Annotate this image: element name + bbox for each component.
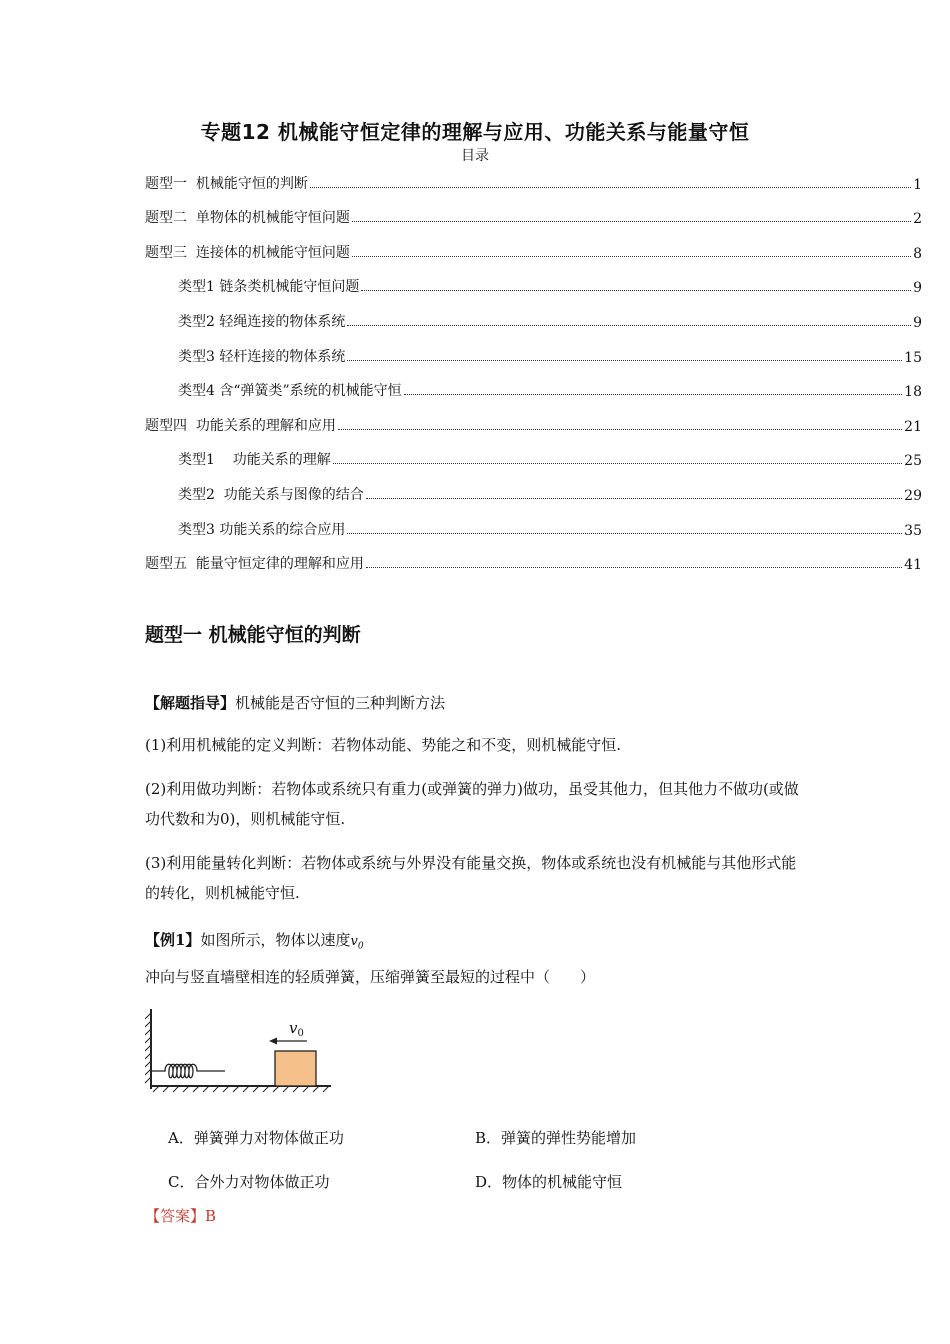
spring-block-figure xyxy=(145,1003,345,1095)
answer-options xyxy=(168,1115,808,1203)
toc-entry-page: 1 xyxy=(913,176,922,193)
example-1-question xyxy=(145,925,810,992)
toc-entry-label: 类型3 轻杆连接的物体系统 xyxy=(178,348,346,365)
toc-entry-label: 类型2 轻绳连接的物体系统 xyxy=(178,313,346,330)
guide-paragraph xyxy=(145,688,810,718)
block xyxy=(275,1051,316,1086)
toc-entry-page: 9 xyxy=(913,314,922,331)
toc-entry-label: 题型五 能量守恒定律的理解和应用 xyxy=(145,556,364,573)
toc-entry-label: 题型一 机械能守恒的判断 xyxy=(145,175,308,192)
toc-entry-label: 类型1 链条类机械能守恒问题 xyxy=(178,279,360,296)
method-2: (2)利用做功判断：若物体或系统只有重力(或弹簧的弹力)做功，虽受其他力，但其他力不做功(或做功代数和为0)，则机械能守恒. xyxy=(145,780,799,828)
toc-entry-page: 8 xyxy=(913,245,922,262)
toc-entry-page: 9 xyxy=(913,280,922,297)
toc-entry-page: 2 xyxy=(913,211,922,228)
toc-leader-dots xyxy=(333,463,902,464)
toc-entry[interactable] xyxy=(145,262,922,297)
option-b[interactable]: B．弹簧的弹性势能增加 xyxy=(475,1128,637,1147)
toc-entry-page: 18 xyxy=(904,384,922,401)
toc-entry-page: 25 xyxy=(904,453,922,470)
toc-entry-label: 类型2 功能关系与图像的结合 xyxy=(178,486,364,503)
toc-entry-page: 15 xyxy=(904,349,922,366)
toc-entry-page: 35 xyxy=(904,522,922,539)
toc-entry[interactable] xyxy=(145,469,922,504)
method-3: (3)利用能量转化判断：若物体或系统与外界没有能量交换，物体或系统也没有机械能与其他形式能的转化，则机械能守恒. xyxy=(145,854,797,902)
toc-entry[interactable] xyxy=(145,366,922,401)
toc-entry[interactable] xyxy=(145,504,922,539)
section-heading: 题型一 机械能守恒的判断 xyxy=(145,624,361,646)
toc-leader-dots xyxy=(310,187,911,188)
toc-leader-dots xyxy=(366,498,902,499)
toc-leader-dots xyxy=(352,256,911,257)
toc-entry-page: 21 xyxy=(904,418,922,435)
option-d[interactable]: D．物体的机械能守恒 xyxy=(475,1172,623,1191)
method-1: (1)利用机械能的定义判断：若物体动能、势能之和不变，则机械能守恒. xyxy=(145,736,622,754)
guide-text: 机械能是否守恒的三种判断方法 xyxy=(235,694,446,712)
answer: 【答案】B xyxy=(145,1207,217,1225)
option-a[interactable]: A．弹簧弹力对物体做正功 xyxy=(168,1128,344,1147)
table-of-contents xyxy=(145,158,922,573)
toc-entry[interactable] xyxy=(145,331,922,366)
toc-entry[interactable] xyxy=(145,227,922,262)
toc-leader-dots xyxy=(347,360,902,361)
velocity-symbol: $v_0$ xyxy=(350,934,364,952)
example-text-after: 冲向与竖直墙壁相连的轻质弹簧，压缩弹簧至最短的过程中（ ） xyxy=(145,967,596,986)
option-c[interactable]: C．合外力对物体做正功 xyxy=(168,1172,330,1191)
toc-leader-dots xyxy=(366,567,902,568)
toc-entry-page: 29 xyxy=(904,487,922,504)
toc-entry-label: 类型4 含“弹簧类”系统的机械能守恒 xyxy=(178,383,402,400)
toc-entry[interactable] xyxy=(145,158,922,193)
toc-entry[interactable] xyxy=(145,539,922,574)
toc-leader-dots xyxy=(347,325,911,326)
toc-entry[interactable] xyxy=(145,400,922,435)
toc-entry-label: 类型1 功能关系的理解 xyxy=(178,452,331,469)
guide-tag: 【解题指导】 xyxy=(145,694,236,712)
spring xyxy=(151,1064,225,1078)
toc-heading: 目录 xyxy=(461,148,489,164)
document-title: 专题12 机械能守恒定律的理解与应用、功能关系与能量守恒 xyxy=(200,120,750,144)
toc-entry[interactable] xyxy=(145,193,922,228)
toc-leader-dots xyxy=(352,221,911,222)
toc-leader-dots xyxy=(347,533,902,534)
example-tag: 【例1】 xyxy=(145,931,201,949)
toc-leader-dots xyxy=(404,394,903,395)
toc-leader-dots xyxy=(338,429,902,430)
toc-entry[interactable] xyxy=(145,435,922,470)
toc-entry-label: 题型三 连接体的机械能守恒问题 xyxy=(145,244,350,261)
toc-leader-dots xyxy=(361,290,911,291)
toc-entry-label: 类型3 功能关系的综合应用 xyxy=(178,521,346,538)
toc-entry[interactable] xyxy=(145,296,922,331)
toc-entry-page: 41 xyxy=(904,557,922,574)
toc-entry-label: 题型四 功能关系的理解和应用 xyxy=(145,417,336,434)
velocity-label: $v_0$ xyxy=(289,1019,304,1039)
toc-entry-label: 题型二 单物体的机械能守恒问题 xyxy=(145,210,350,227)
velocity-arrow-head xyxy=(269,1038,277,1045)
example-text-before: 如图所示，物体以速度 xyxy=(200,931,351,949)
